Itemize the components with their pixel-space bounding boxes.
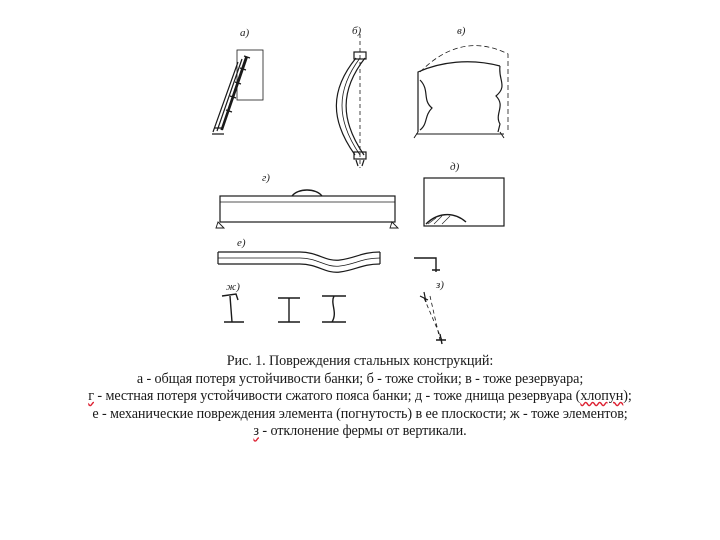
caption-letter-d: д [414, 388, 423, 405]
caption-title: Рис. 1. Повреждения стальных конструкций: [226, 353, 494, 369]
panel-v-sketch [414, 25, 508, 138]
caption-letter-z: з [253, 423, 259, 440]
figure-caption [0, 353, 720, 441]
panel-b-label: б) [352, 25, 362, 37]
panel-g-label: г) [262, 172, 270, 184]
caption-word-hlopun: хлопун [580, 388, 624, 405]
panel-a-sketch [212, 27, 263, 134]
panel-e-label: е) [237, 237, 246, 249]
panel-a-label: а) [240, 27, 250, 39]
caption-line-2: г - местная потеря устойчивости сжатого пояса банки; д - тоже днища резервуара (хлопун); [88, 388, 632, 405]
panel-g-sketch [216, 172, 398, 228]
panel-z-sketch [420, 279, 446, 344]
panel-d-sketch [424, 161, 504, 226]
caption-line-3: е - механические повреждения элемента (погнутость) в ее плоскости; ж - тоже элементов; [92, 405, 628, 422]
panel-v-label: в) [457, 25, 466, 37]
caption-letter-g: г [88, 388, 94, 405]
panel-b-sketch [336, 25, 366, 168]
panel-d-label: д) [450, 161, 460, 173]
panel-zh-sketch [222, 281, 346, 322]
panel-z-label: з) [436, 279, 444, 291]
caption-line-4: з - отклонение фермы от вертикали. [253, 423, 467, 440]
caption-line-1: а - общая потеря устойчивости банки; б - тоже стойки; в - тоже резервуара; [136, 370, 584, 387]
panel-zh-label: ж) [226, 281, 240, 293]
panel-e-sketch [218, 237, 440, 272]
